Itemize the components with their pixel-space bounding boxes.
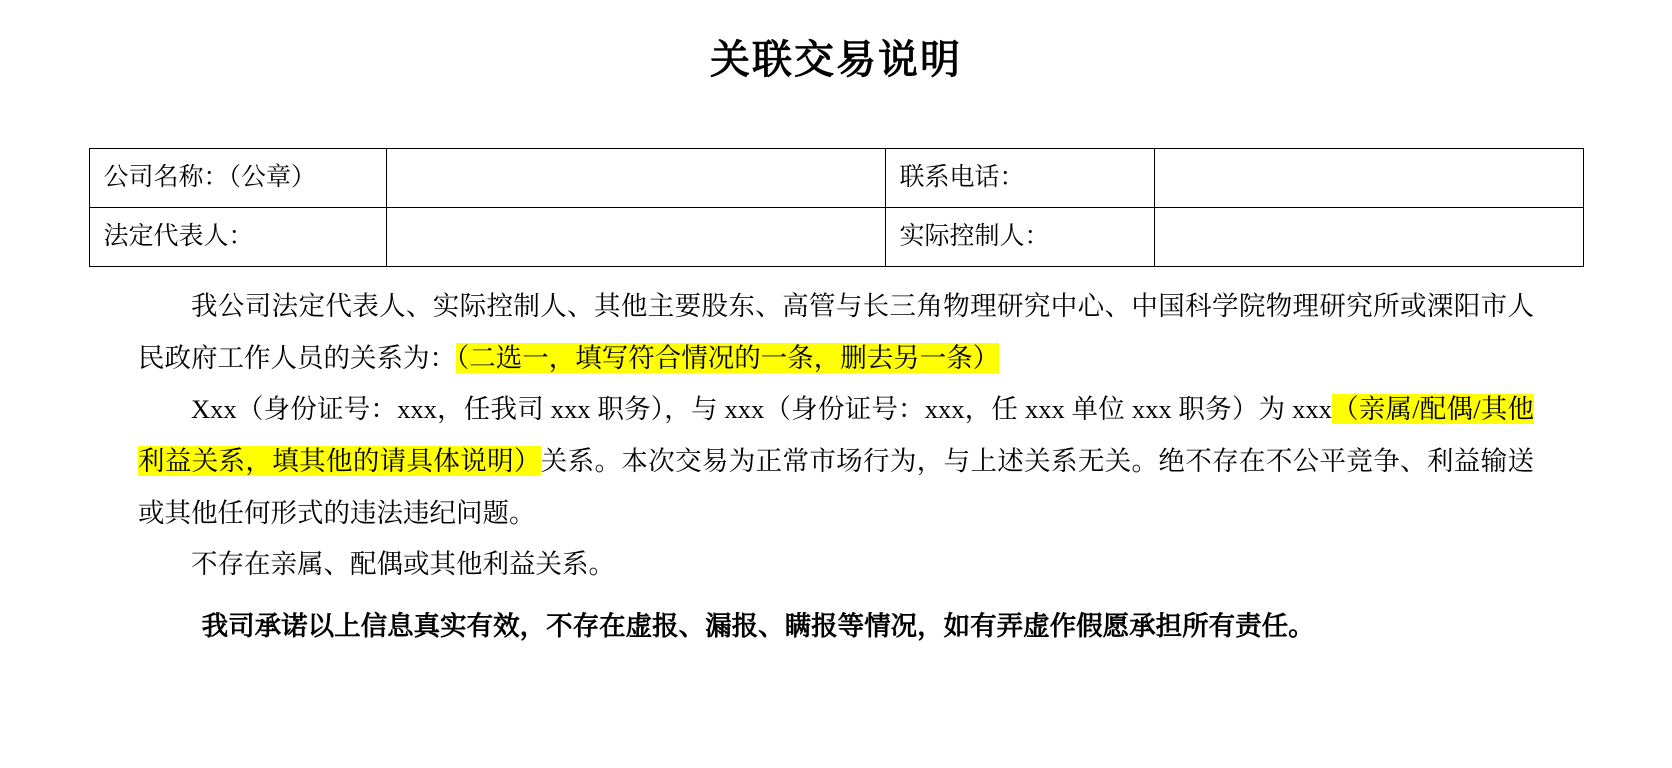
paragraph-relationship-option-a bbox=[138, 384, 1534, 539]
relationship-statement-highlight: （二选一，填写符合情况的一条，删去另一条） bbox=[456, 342, 1000, 373]
option-a-text-part1: Xxx（身份证号：xxx，任我司 xxx 职务），与 xxx（身份证号：xxx，任 xxx 单位 xxx 职务）为 xxx bbox=[191, 394, 1332, 425]
table-row bbox=[89, 208, 1583, 267]
company-name-label: 公司名称：（公章） bbox=[89, 149, 386, 208]
page-title: 关联交易说明 bbox=[710, 38, 962, 82]
paragraph-relationship-option-b: 不存在亲属、配偶或其他利益关系。 bbox=[191, 549, 615, 580]
contact-phone-label: 联系电话： bbox=[885, 149, 1154, 208]
contact-phone-value[interactable] bbox=[1154, 149, 1583, 208]
paragraph-relationship-statement bbox=[138, 281, 1534, 384]
paragraph-pledge: 我司承诺以上信息真实有效，不存在虚报、漏报、瞒报等情况，如有弄虚作假愿承担所有责任。 bbox=[201, 611, 1315, 642]
company-name-value[interactable] bbox=[386, 149, 885, 208]
actual-controller-label: 实际控制人： bbox=[885, 208, 1154, 267]
option-a-highlight: （亲属/配偶/其他利益关系，填其他的请具体说明） bbox=[138, 394, 1534, 477]
legal-representative-value[interactable] bbox=[386, 208, 885, 267]
legal-representative-label: 法定代表人： bbox=[89, 208, 386, 267]
company-info-table bbox=[89, 148, 1584, 267]
actual-controller-value[interactable] bbox=[1154, 208, 1583, 267]
table-row bbox=[89, 149, 1583, 208]
relationship-statement-text: 我公司法定代表人、实际控制人、其他主要股东、高管与长三角物理研究中心、中国科学院物理研究所或溧阳市人民政府工作人员的关系为： bbox=[138, 291, 1534, 373]
option-a-text-part2: 关系。本次交易为正常市场行为，与上述关系无关。绝不存在不公平竞争、利益输送或其他任何形式的违法违纪问题。 bbox=[138, 446, 1535, 528]
document-body bbox=[138, 281, 1534, 653]
